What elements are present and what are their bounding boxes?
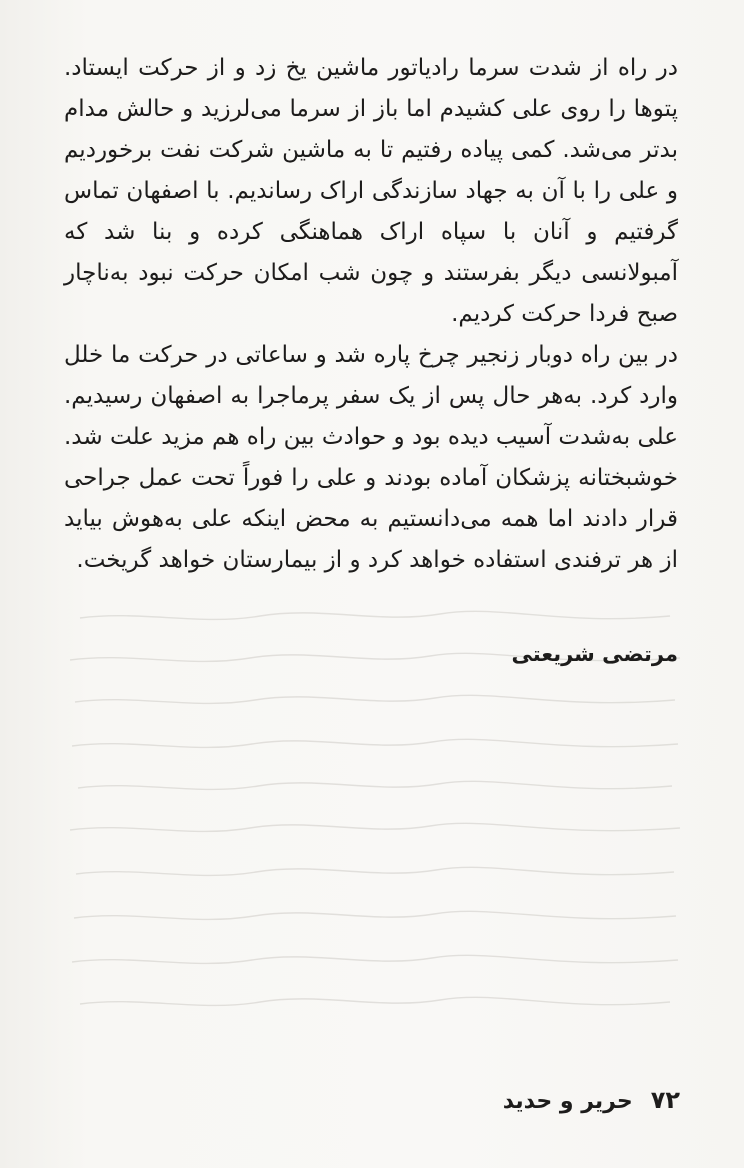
page-number: ۷۲ [650,1086,680,1114]
paragraph-1: در راه از شدت سرما رادیاتور ماشین یخ زد و از حرکت ایستاد. پتوها را روی علی کشیدم اما باز از سرما می‌لرزید و حالش مدام بدتر می‌شد. کمی پیاده رفتیم تا به ماشین شرکت نفت برخوردیم و علی را با آن به جهاد سازندگی اراک رساندیم. با اصفهان تماس گرفتیم و آنان با سپاه اراک هماهنگی کرده و بنا شد که آمبولانسی دیگر بفرستند و چون شب امکان حرکت نبود به‌ناچار صبح فردا حرکت کردیم. [64,55,678,327]
paragraph-2: در بین راه دوبار زنجیر چرخ پاره شد و ساعاتی در حرکت ما خلل وارد کرد. به‌هر حال پس از یک سفر پرماجرا به اصفهان رسیدیم. علی به‌شدت آسیب دیده بود و حوادث بین راه هم مزید علت شد. خوشبختانه پزشکان آماده بودند و علی را فوراً تحت عمل جراحی قرار دادند اما همه می‌دانستیم به محض اینکه علی به‌هوش بیاید از هر ترفندی استفاده خواهد کرد و از بیمارستان خواهد گریخت. [64,342,678,573]
page-footer [503,1086,680,1114]
body-text [64,48,678,581]
book-title: حریر و حدید [502,1089,633,1114]
reverse-side-bleed-through [60,600,690,1050]
author-name: مرتضی شریعتی [511,642,678,666]
